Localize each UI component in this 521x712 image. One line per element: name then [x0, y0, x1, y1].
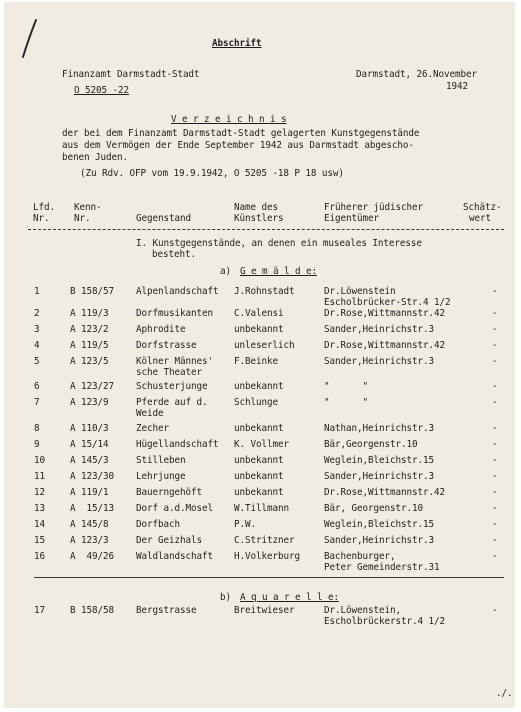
row-number: 2: [34, 308, 40, 319]
row-number: 6: [34, 381, 40, 392]
col-kenn-line2: Nr.: [74, 213, 91, 224]
col-eigentuemer-line2: Eigentümer: [324, 213, 379, 224]
row-kuenstler: Schlunge: [234, 397, 278, 408]
row-kenn-nr: B 158/57: [70, 286, 114, 297]
col-wert-line2: wert: [469, 213, 491, 224]
header-divider: [28, 229, 504, 230]
row-eigentuemer: Dr.Löwenstein: [324, 286, 396, 297]
row-gegenstand: Dorf a.d.Mosel: [136, 503, 213, 514]
row-gegenstand: Dorfmusikanten: [136, 308, 213, 319]
row-kenn-nr: A 145/3: [70, 455, 109, 466]
subsection-a-prefix: a): [220, 266, 231, 277]
row-gegenstand: Aphrodite: [136, 324, 186, 335]
row-number: 3: [34, 324, 40, 335]
row-wert: -: [492, 551, 498, 562]
row-gegenstand: Hügellandschaft: [136, 439, 219, 450]
row-wert: -: [492, 381, 498, 392]
row-wert: -: [492, 439, 498, 450]
row-wert: -: [492, 535, 498, 546]
row-gegenstand: Pferde auf d.: [136, 397, 208, 408]
row-eigentuemer: " ": [324, 381, 368, 392]
row-gegenstand: Alpenlandschaft: [136, 286, 219, 297]
row-kuenstler: Breitwieser: [234, 605, 295, 616]
row-gegenstand: Der Geizhals: [136, 535, 202, 546]
row-kenn-nr: A 123/2: [70, 324, 109, 335]
row-eigentuemer-cont: Escholbrückerstr.4 1/2: [324, 616, 445, 627]
subsection-b-title: A q u a r e l l e:: [240, 592, 339, 603]
row-kuenstler: C.Valensi: [234, 308, 284, 319]
row-kuenstler: unbekannt: [234, 471, 284, 482]
intro-line-3: benen Juden.: [62, 152, 128, 163]
row-eigentuemer: Sander,Heinrichstr.3: [324, 324, 434, 335]
tax-office-name: Finanzamt Darmstadt-Stadt: [62, 69, 200, 80]
col-lfd-line2: Nr.: [33, 213, 50, 224]
row-kenn-nr: A 15/13: [70, 503, 114, 514]
row-kenn-nr: A 119/1: [70, 487, 109, 498]
row-kenn-nr: A 123/27: [70, 381, 114, 392]
subsection-b-prefix: b): [220, 592, 231, 603]
row-wert: -: [492, 471, 498, 482]
row-wert: -: [492, 324, 498, 335]
row-wert: -: [492, 605, 498, 616]
row-eigentuemer: Sander,Heinrichstr.3: [324, 356, 434, 367]
row-kenn-nr: A 123/9: [70, 397, 109, 408]
row-wert: -: [492, 487, 498, 498]
row-kenn-nr: A 49/26: [70, 551, 114, 562]
row-eigentuemer: Bachenburger,: [324, 551, 396, 562]
row-wert: -: [492, 455, 498, 466]
row-number: 8: [34, 423, 40, 434]
row-eigentuemer: Dr.Löwenstein,: [324, 605, 401, 616]
col-eigentuemer-line1: Früherer jüdischer: [324, 202, 423, 213]
row-kuenstler: H.Volkerburg: [234, 551, 300, 562]
row-gegenstand: Bergstrasse: [136, 605, 197, 616]
row-gegenstand: Waldlandschaft: [136, 551, 213, 562]
row-number: 5: [34, 356, 40, 367]
row-kuenstler: unbekannt: [234, 487, 284, 498]
row-kuenstler: unbekannt: [234, 455, 284, 466]
row-eigentuemer: Dr.Rose,Wittmannstr.42: [324, 487, 445, 498]
row-gegenstand: Kölner Männes': [136, 356, 213, 367]
row-kenn-nr: A 110/3: [70, 423, 109, 434]
row-gegenstand: Zecher: [136, 423, 169, 434]
row-wert: -: [492, 519, 498, 530]
row-number: 13: [34, 503, 45, 514]
row-gegenstand: Lehrjunge: [136, 471, 186, 482]
row-kenn-nr: A 145/8: [70, 519, 109, 530]
reference-line: (Zu Rdv. OFP vom 19.9.1942, O 5205 -18 P 18 usw): [80, 168, 344, 179]
row-kuenstler: unleserlich: [234, 340, 295, 351]
subsection-a-title: G e m ä l d e:: [240, 266, 317, 277]
row-kuenstler: F.Beinke: [234, 356, 278, 367]
row-gegenstand: Dorfbach: [136, 519, 180, 530]
row-wert: -: [492, 356, 498, 367]
col-kuenstler-line1: Name des: [234, 202, 278, 213]
row-number: 14: [34, 519, 45, 530]
row-gegenstand: Schusterjunge: [136, 381, 208, 392]
row-number: 16: [34, 551, 45, 562]
row-kenn-nr: A 123/3: [70, 535, 109, 546]
list-heading: V e r z e i c h n i s: [171, 114, 287, 125]
continuation-mark: ./.: [496, 688, 513, 699]
row-wert: -: [492, 423, 498, 434]
row-number: 10: [34, 455, 45, 466]
row-kenn-nr: A 15/14: [70, 439, 109, 450]
intro-line-2: aus dem Vermögen der Ende September 1942 aus Darmstadt abgescho-: [62, 140, 414, 151]
row-eigentuemer: Dr.Rose,Wittmannstr.42: [324, 340, 445, 351]
row-eigentuemer: Sander,Heinrichstr.3: [324, 535, 434, 546]
row-number: 1: [34, 286, 40, 297]
row-eigentuemer-cont: Peter Gemeinderstr.31: [324, 562, 440, 573]
row-eigentuemer: " ": [324, 397, 368, 408]
col-lfd-line1: Lfd.: [33, 202, 55, 213]
row-number: 4: [34, 340, 40, 351]
row-gegenstand-cont: Weide: [136, 408, 164, 419]
section-heading-line2: besteht.: [152, 249, 196, 260]
row-wert: -: [492, 503, 498, 514]
row-number: 12: [34, 487, 45, 498]
row-eigentuemer: Dr.Rose,Wittmannstr.42: [324, 308, 445, 319]
row-kuenstler: K. Vollmer: [234, 439, 289, 450]
row-kuenstler: W.Tillmann: [234, 503, 289, 514]
row-kuenstler: unbekannt: [234, 381, 284, 392]
row-kenn-nr: A 119/3: [70, 308, 109, 319]
row-gegenstand-cont: sche Theater: [136, 367, 202, 378]
col-wert-line1: Schätz-: [463, 202, 502, 213]
row-number: 7: [34, 397, 40, 408]
row-number: 11: [34, 471, 45, 482]
row-number: 15: [34, 535, 45, 546]
row-eigentuemer: Weglein,Bleichstr.15: [324, 519, 434, 530]
row-wert: -: [492, 308, 498, 319]
col-kuenstler-line2: Künstlers: [234, 213, 284, 224]
date-year: 1942: [446, 81, 468, 92]
row-kenn-nr: A 123/5: [70, 356, 109, 367]
row-gegenstand: Dorfstrasse: [136, 340, 197, 351]
document-title: Abschrift: [212, 38, 262, 49]
reference-number: O 5205 -22: [74, 85, 129, 96]
row-kuenstler: J.Rohnstadt: [234, 286, 295, 297]
row-kenn-nr: B 158/58: [70, 605, 114, 616]
row-number: 17: [34, 605, 45, 616]
row-eigentuemer: Nathan,Heinrichstr.3: [324, 423, 434, 434]
col-kenn-line1: Kenn-: [74, 202, 102, 213]
intro-line-1: der bei dem Finanzamt Darmstadt-Stadt gelagerten Kunstgegenstände: [62, 128, 420, 139]
section-heading-line1: I. Kunstgegenstände, an denen ein museales Interesse: [136, 238, 422, 249]
row-kuenstler: unbekannt: [234, 423, 284, 434]
row-wert: -: [492, 340, 498, 351]
row-eigentuemer: Weglein,Bleichstr.15: [324, 455, 434, 466]
row-kuenstler: P.W.: [234, 519, 256, 530]
row-kenn-nr: A 123/30: [70, 471, 114, 482]
row-eigentuemer: Bär, Georgenstr.10: [324, 503, 423, 514]
row-eigentuemer: Bär,Georgenstr.10: [324, 439, 418, 450]
document-page: [4, 2, 515, 708]
place-and-date: Darmstadt, 26.November: [356, 69, 477, 80]
row-kuenstler: C.Stritzner: [234, 535, 295, 546]
row-wert: -: [492, 397, 498, 408]
handwritten-slash-mark: [18, 18, 42, 60]
col-gegenstand: Gegenstand: [136, 213, 191, 224]
row-eigentuemer: Sander,Heinrichstr.3: [324, 471, 434, 482]
section-divider: [34, 577, 504, 578]
row-gegenstand: Stilleben: [136, 455, 186, 466]
row-gegenstand: Bauerngehöft: [136, 487, 202, 498]
row-number: 9: [34, 439, 40, 450]
row-kuenstler: unbekannt: [234, 324, 284, 335]
row-wert: -: [492, 286, 498, 297]
row-kenn-nr: A 119/5: [70, 340, 109, 351]
row-eigentuemer-cont: Escholbrücker-Str.4 1/2: [324, 297, 451, 308]
